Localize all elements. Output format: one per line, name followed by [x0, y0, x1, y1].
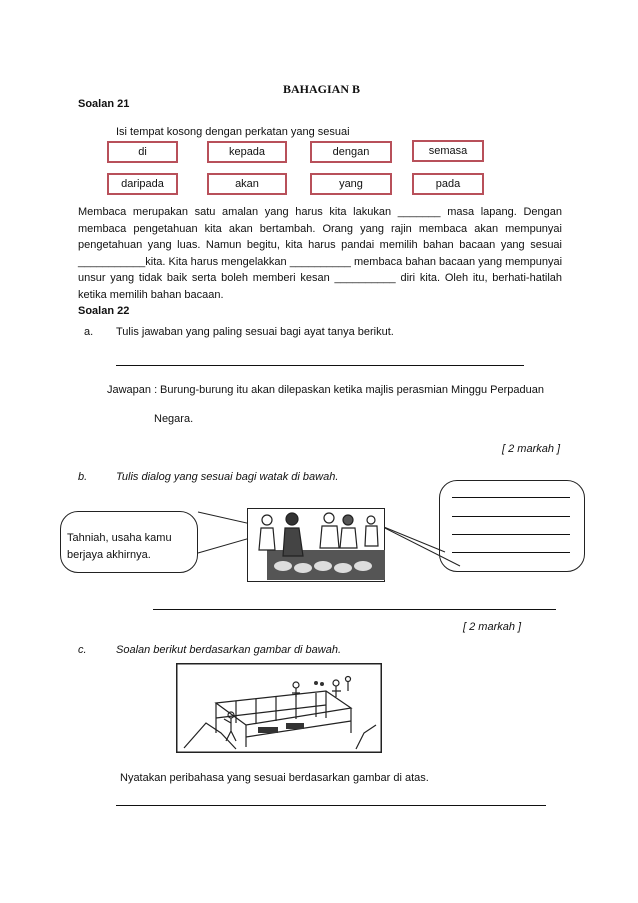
word-box-pada: pada [412, 173, 484, 195]
word-box-dengan: dengan [310, 141, 392, 163]
question-21-label: Soalan 21 [78, 98, 130, 110]
ceremony-illustration [247, 508, 385, 582]
question-21-passage: Membaca merupakan satu amalan yang harus kita lakukan _______ masa lapang. Dengan membaca pengetahuan kita akan bertambah. Orang yang rajin membaca akan mempunyai pengetahuan yang luas. Namun begitu, kita harus pandai memilih bahan bacaan yang sesuai ___________kita. Kita harus mengelakkan __________ membaca bahan bacaan yang mempunyai unsur yang tidak baik serta boleh memberi kesan __________ diri kita. Oleh itu, berhati-hatilah ketika memilih bahan bacaan. [78, 206, 563, 301]
section-heading: BAHAGIAN B [283, 82, 361, 96]
part-b-marker: b. [78, 471, 88, 483]
answer-text-line1: Burung-burung itu akan dilepaskan ketika majlis perasmian Minggu Perpaduan [160, 384, 545, 396]
part-c-question: Nyatakan peribahasa yang sesuai berdasarkan gambar di atas. [120, 772, 429, 784]
blank-3[interactable]: __________ [289, 255, 351, 268]
blank-4[interactable]: __________ [334, 272, 396, 284]
part-c-marker: c. [78, 644, 87, 656]
part-c-instruction: Soalan berikut berdasarkan gambar di bawah. [116, 644, 342, 656]
word-box-daripada: daripada [107, 173, 178, 195]
blank-2[interactable]: ___________ [78, 255, 146, 268]
part-a-marker: a. [84, 326, 94, 338]
answer-text-line2: Negara. [154, 413, 194, 425]
question-22-label: Soalan 22 [78, 305, 130, 317]
answer-label: Jawapan : [107, 384, 158, 396]
blank-1[interactable]: _______ [397, 206, 441, 218]
part-b-instruction: Tulis dialog yang sesuai bagi watak di bawah. [116, 471, 339, 483]
word-box-di: di [107, 141, 178, 163]
part-b-answer-line[interactable] [153, 609, 556, 610]
bridge-building-illustration [176, 663, 382, 753]
word-box-yang: yang [310, 173, 392, 195]
question-21-instruction: Isi tempat kosong dengan perkatan yang sesuai [116, 126, 350, 138]
part-c-answer-line[interactable] [116, 805, 546, 806]
word-box-semasa: semasa [412, 140, 484, 162]
speech-bubble-left-text: Tahniah, usaha kamu berjaya akhirnya. [67, 532, 172, 561]
word-box-akan: akan [207, 173, 287, 195]
word-box-kepada: kepada [207, 141, 287, 163]
part-a-instruction: Tulis jawaban yang paling sesuai bagi ayat tanya berikut. [116, 326, 394, 338]
part-b-marks: [ 2 markah ] [463, 621, 522, 633]
part-a-marks: [ 2 markah ] [502, 443, 561, 455]
